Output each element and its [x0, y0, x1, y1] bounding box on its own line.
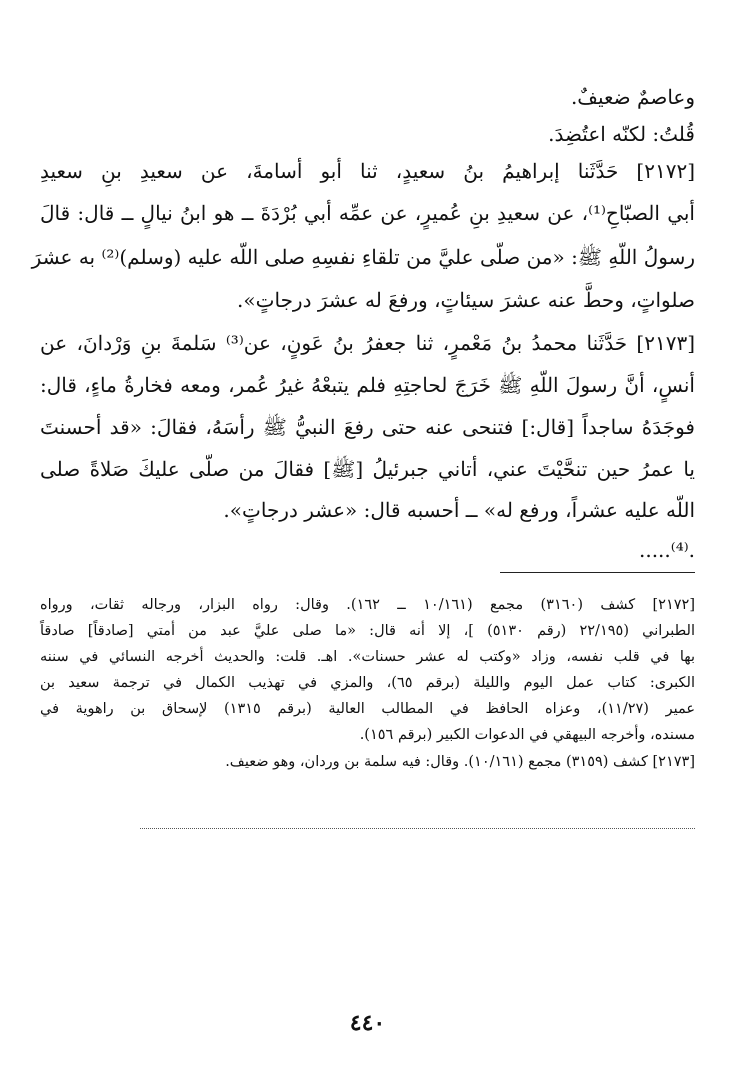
page-number: ٤٤٠ — [349, 1010, 386, 1036]
main-text-line: يا عمرُ حين تنحَّيْتَ عني، أتاني جبرئيلُ [ﷺ] فقالَ من صلّى عليكَ صَلاةً صلى — [40, 457, 695, 481]
footnote-line: مسنده، وأخرجه البيهقي في الدعوات الكبير (برقم ١٥٦). — [359, 727, 695, 743]
main-text-line: فوجَدَهُ ساجداً [قال:] فتنحى عنه حتى رفعَ النبيُّ ﷺ رأسَهُ، فقالَ: «قد أحسنتَ — [40, 415, 695, 439]
main-text-line: صلواتٍ، وحطَّ عنه عشرَ سيئاتٍ، ورفعَ له عشرَ درجاتٍ». — [237, 288, 695, 312]
footnote-line: الكبرى: كتاب عمل اليوم والليلة (برقم ٦٥)، والمزي في تهذيب الكمال في ترجمة سعيد بن — [40, 675, 695, 691]
footnote-line: الطبراني (٢٢/١٩٥ (رقم ٥١٣٠) ]، إلا أنه قال: «ما صلى عليَّ عبد من أمتي [صادقاً] صادقاً — [40, 623, 695, 639]
main-text-line: .⁽⁴⁾..... — [638, 538, 695, 562]
main-text-line: [٢١٧٢] حَدَّثَنا إبراهيمُ بنُ سعيدٍ، ثنا أبو أسامةَ، عن سعيدِ بنِ سعيدِ — [40, 159, 695, 183]
notes-divider — [140, 828, 695, 829]
footnote-line: عمير (١١/٢٧)، وعزاه الحافظ في المطالب العالية (برقم ١٣١٥) لإسحاق بن راهوية في — [40, 701, 695, 717]
footnote-line: [٢١٧٢] كشف (٣١٦٠) مجمع (١٠/١٦١ ــ ١٦٢). وقال: رواه البزار، ورجاله ثقات، ورواه — [40, 597, 695, 613]
main-text-line: اللّه عليه عشراً، ورفع له» ــ أحسبه قال: «عشر درجاتٍ». — [223, 498, 695, 522]
main-text-line: رسولُ اللّهِ ﷺ: «من صلّى عليَّ من تلقاءِ نفسِهِ صلى اللّه عليه (وسلم)⁽²⁾ به عشرَ — [31, 245, 695, 269]
main-text-line: [٢١٧٣] حَدَّثَنا محمدُ بنُ مَعْمرٍ، ثنا جعفرُ بنُ عَونٍ، عن⁽³⁾ سَلمةَ بنِ وَرْدانَ، عن — [40, 331, 695, 355]
book-page — [31, 0, 695, 1085]
footnote-line: [٢١٧٣] كشف (٣١٥٩) مجمع (١٠/١٦١). وقال: فيه سلمة بن وردان، وهو ضعيف. — [225, 754, 695, 770]
main-text-line: أبي الصبّاحِ⁽¹⁾، عن سعيدِ بنِ عُميرٍ، عن عمِّه أبي بُرْدَةَ ــ هو ابنُ نيالٍ ــ قال: قالَ — [40, 201, 695, 225]
main-text-line: أنسٍ، أنَّ رسولَ اللّهِ ﷺ خَرَجَ لحاجتِهِ فلم يتبعْهُ غيرُ عُمر، ومعه فخارةُ ماءٍ، قال: — [40, 373, 695, 397]
main-text-line: وعاصمٌ ضعيفٌ. — [570, 85, 695, 109]
footnote-line: بها في قلب نفسه، وزاد «وكتب له عشر حسنات». اهـ. قلت: والحديث أخرجه النسائي في سننه — [40, 649, 695, 665]
main-text-line: قُلتُ: لكنّه اعتُضِدَ. — [548, 122, 695, 146]
footnote-separator — [500, 572, 695, 573]
